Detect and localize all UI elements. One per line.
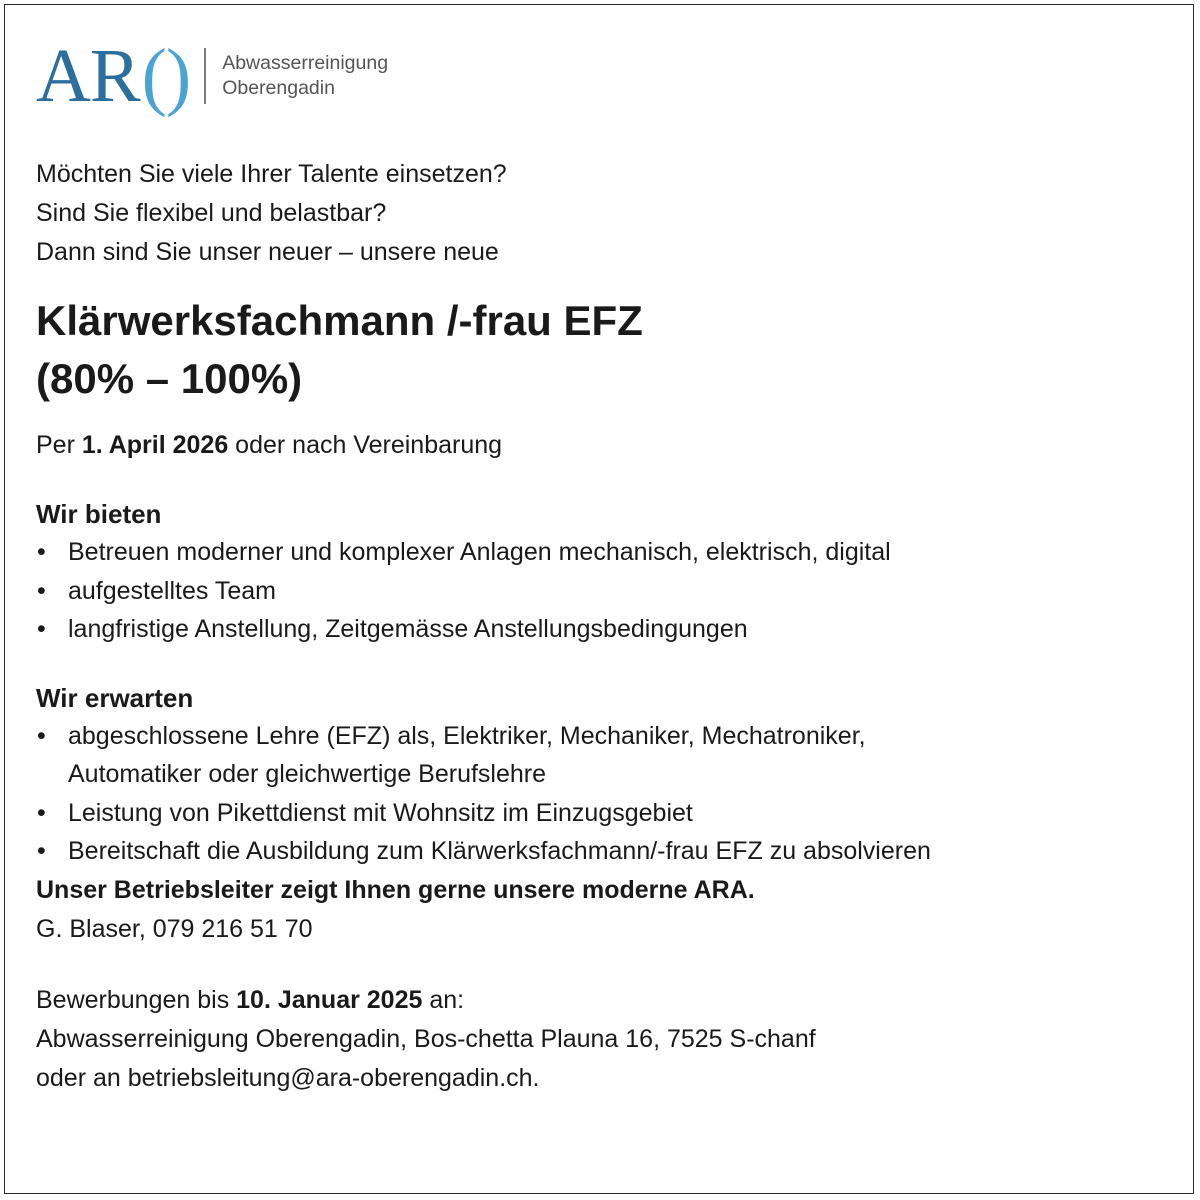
bullet-icon: • [37,721,46,750]
logo-text-line2: Oberengadin [222,77,335,99]
application-deadline-line [36,981,1166,1020]
job-ad-content [36,155,1166,1098]
application-section [36,981,1166,1098]
logo-mark-letters: AR [36,34,140,118]
offer-section [36,495,1166,649]
list-item-text: aufgestelltes Team [68,576,276,605]
offer-list [36,533,1166,649]
start-date: 1. April 2026 [81,431,229,459]
list-item [36,832,1168,871]
logo-mark-o: () [141,34,191,118]
list-item [36,717,986,794]
expect-heading: Wir erwarten [36,682,194,713]
apply-prefix: Bewerbungen bis [36,985,237,1014]
list-item-text: langfristige Anstellung, Zeitgemässe Anstellungsbedingungen [68,615,748,643]
list-item [36,533,1166,572]
job-title-line1: Klärwerksfachmann /-frau EFZ [36,297,643,344]
intro-line: Möchten Sie viele Ihrer Talente einsetzen? [36,160,507,188]
list-item-text: Bereitschaft die Ausbildung zum Klärwerksfachmann/-frau EFZ zu absolvieren [68,837,931,865]
logo-divider [204,48,206,104]
logo-text [222,51,388,101]
list-item [36,610,1166,649]
intro-text [36,155,1166,272]
logo-text-line1: Abwasserreinigung [222,52,389,74]
bullet-icon: • [37,798,46,827]
expect-section [36,679,1166,871]
start-prefix: Per [36,431,82,459]
intro-line: Dann sind Sie unser neuer – unsere neue [36,238,499,266]
contact-heading: Unser Betriebsleiter zeigt Ihnen gerne unsere moderne ARA. [36,875,755,904]
company-logo [36,34,389,118]
apply-suffix: an: [422,985,465,1014]
contact-section [36,871,1166,949]
bullet-icon: • [37,538,46,566]
intro-line: Sind Sie flexibel und belastbar? [36,199,387,227]
contact-person: G. Blaser, 079 216 51 70 [36,914,313,943]
list-item-text: Leistung von Pikettdienst mit Wohnsitz im Einzugsgebiet [68,798,693,827]
expect-list [36,717,986,871]
start-suffix: oder nach Vereinbarung [228,431,503,459]
list-item-text: Betreuen moderner und komplexer Anlagen mechanisch, elektrisch, digital [68,538,891,566]
list-item [36,794,1168,833]
list-item [36,572,1166,611]
bullet-icon: • [37,837,46,865]
start-date-line [36,426,1166,465]
application-email: oder an betriebsleitung@ara-oberengadin.ch. [36,1063,540,1092]
job-title [36,292,1166,408]
bullet-icon: • [37,615,46,643]
application-address: Abwasserreinigung Oberengadin, Bos-chetta Plauna 16, 7525 S-chanf [36,1024,816,1053]
apply-deadline: 10. Januar 2025 [236,985,423,1014]
bullet-icon: • [37,576,46,605]
logo-mark [36,34,191,118]
job-title-line2: (80% – 100%) [36,355,303,402]
offer-heading: Wir bieten [36,499,162,529]
list-item-text: abgeschlossene Lehre (EFZ) als, Elektriker, Mechaniker, Mechatroniker, Automatiker oder gleichwertige Berufslehre [68,721,866,788]
